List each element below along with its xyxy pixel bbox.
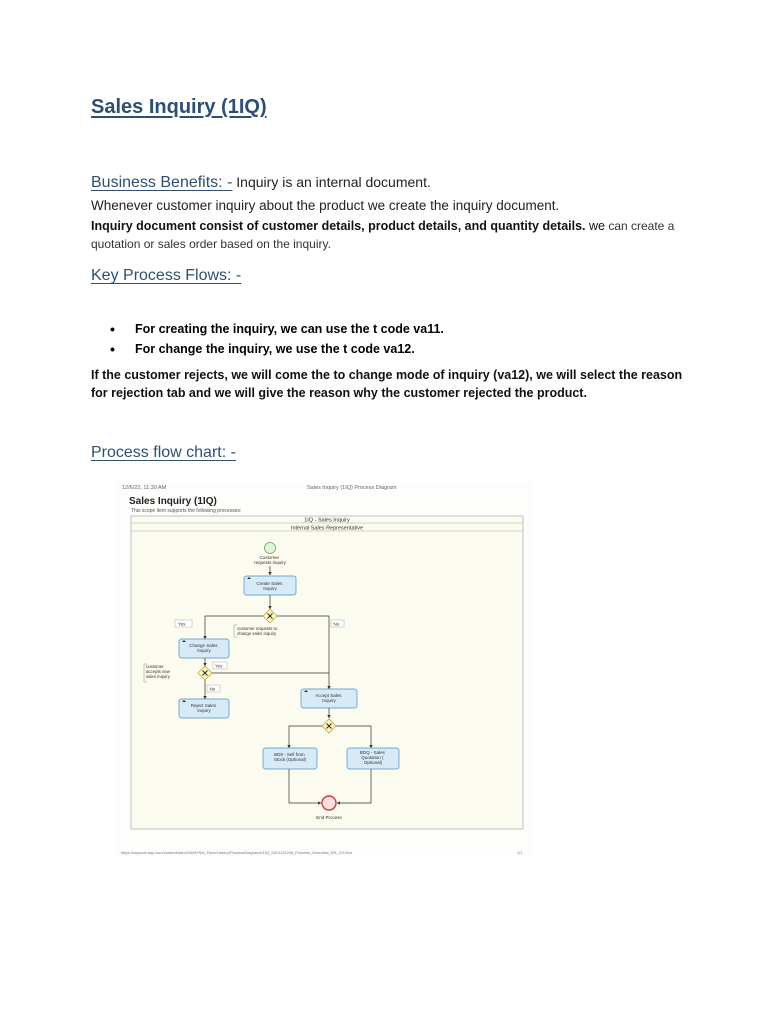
page-title: Sales Inquiry (1IQ) [91, 96, 267, 118]
business-benefits-line-1: Whenever customer inquiry about the product we create the inquiry document. [91, 198, 560, 213]
rejection-note: If the customer rejects, we will come the to change mode of inquiry (va12), we will select the reason for rejection tab and we will give the reason why the customer rejected the product. [91, 368, 683, 400]
start-event [265, 543, 276, 554]
figure-footer-page: 1/1 [517, 850, 523, 855]
figure-header-date: 12/6/22, 11:30 AM [122, 485, 167, 491]
annotation-customer-accepts: customer accepts new sales inquiry [146, 664, 170, 679]
label-no-2: No [209, 686, 216, 692]
business-benefits-rest: can create a quotation or sales order based on the inquiry. [91, 219, 675, 251]
figure-subtitle: This scope item supports the following processes: [131, 508, 242, 514]
label-yes-1: Yes [178, 621, 186, 627]
business-benefits-bold-text: Inquiry document consist of customer details, product details, and quantity details. [91, 219, 586, 233]
svg-text:Create Sales Inquiry: Create Sales Inquiry [256, 581, 283, 591]
key-process-flows-heading: Key Process Flows: - [91, 267, 242, 284]
figure-title: Sales Inquiry (1IQ) [129, 496, 217, 507]
business-benefits-line [91, 174, 431, 192]
key-process-flows-list [110, 319, 444, 359]
svg-text:Accept Sales Inquiry: Accept Sales Inquiry [315, 693, 342, 703]
pool-label: 1IQ - Sales Inquiry [304, 517, 350, 524]
business-benefits-intro: Inquiry is an internal document. [232, 174, 431, 190]
label-no-1: No [333, 621, 340, 627]
svg-text:BDQ - Sales Quotation (: BDQ - Sales Quotation ( Optional) [359, 750, 385, 765]
list-item: • For creating the inquiry, we can use the t code va11. [110, 319, 444, 339]
figure-footer-url: https://support.sap.com/content/dam/SAAP/Sol_Pack/Library/ProcessDiagrams/1IQ_S4CLD2208_Process_Overview_EN_XX.htm [121, 850, 352, 855]
figure-header-title: Sales Inquiry (1IQ) Process Diagram [307, 485, 397, 491]
business-benefits-line-2 [91, 217, 691, 253]
pool [131, 516, 523, 829]
end-event [322, 796, 336, 810]
end-event-label: End Process [316, 815, 342, 820]
process-flow-diagram [117, 482, 532, 857]
process-flow-chart-heading: Process flow chart: - [91, 444, 236, 461]
svg-text:Customer requests inquiry: Customer requests inquiry [254, 555, 286, 565]
annotation-change-request: customer requests to change sales inquiry [237, 626, 278, 636]
list-item: • For change the inquiry, we use the t code va12. [110, 339, 444, 359]
business-benefits-heading: Business Benefits: - [91, 174, 233, 191]
lane-label: Internal Sales Representative [290, 525, 364, 532]
svg-text:BD9 - Sell from Stock (Opt: BD9 - Sell from Stock (Optional) [273, 752, 307, 762]
label-yes-2: Yes [215, 663, 223, 669]
business-benefits-we: we [585, 219, 605, 233]
svg-text:Change Sales Inquiry: Change Sales Inquiry [189, 643, 218, 653]
svg-text:Reject Sales Inquiry: Reject Sales Inquiry [190, 703, 216, 713]
